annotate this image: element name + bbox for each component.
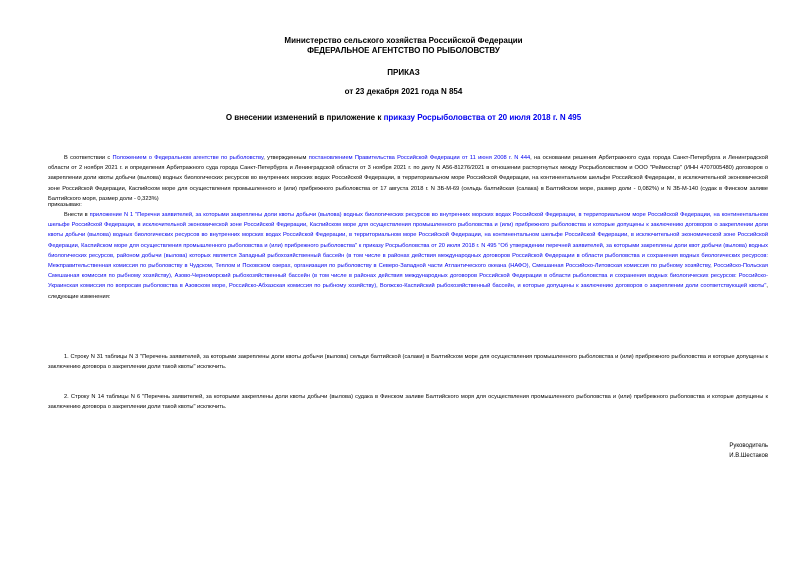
document-link[interactable]: постановлением Правительства Российской Федерации от 11 июня 2008 г. N 444	[308, 155, 531, 161]
agency-name: ФЕДЕРАЛЬНОЕ АГЕНТСТВО ПО РЫБОЛОВСТВУ	[307, 46, 500, 55]
document-subject	[0, 113, 807, 123]
signature-title: Руководитель	[729, 443, 768, 449]
preamble-paragraph	[48, 153, 768, 204]
amendment-paragraph	[48, 210, 768, 302]
subject-text: О внесении изменений в приложение к	[225, 113, 384, 122]
paragraph-text: , утвержденным	[263, 155, 309, 161]
paragraph-text: , следующие изменения:	[48, 283, 768, 300]
subject-link[interactable]: приказу Росрыболовства от 20 июля 2018 г. N 495	[383, 113, 582, 122]
order-word: приказываю:	[48, 202, 82, 208]
paragraph-text: В соответствии с	[64, 155, 113, 161]
document-link[interactable]: Положением о Федеральном агентстве по рыболовству	[112, 155, 264, 161]
document-type: ПРИКАЗ	[387, 68, 420, 77]
signature-name: И.В.Шестаков	[729, 453, 768, 459]
document-link[interactable]: приложение N 1 "Перечни заявителей, за которыми закреплены доли квоты добычи (вылова) водных биологических ресурсов во внутренних морских водах Российской Федерации, в территориальном море Российской Федерации, на континентальном шельфе Российской Федерации, в исключительной экономической зоне Российской Федерации, Каспийском море для осуществления промышленного рыболовства и (или) прибрежного рыболовства и которые допущены к заключению договоров о закреплении доли квоты добычи (вылова) водных биологических ресурсов во внутренних морских водах Российской Федерации, в территориальном море Российской Федерации, на континентальном шельфе Российской Федерации, в исключительной экономической зоне Российской Федерации, Каспийском море для осуществления промышленного рыболовства и (или) прибрежного рыболовства" к приказу Росрыболовства от 20 июля 2018 г. N 495 "Об утверждении перечней заявителей, за которыми закреплены доли квот добычи (вылова) водных биологических ресурсов, районом добычи (вылова) которых является Западный рыбохозяйственный бассейн (в том числе в районах действия международных договоров Российской Федерации в области рыболовства и сохранения водных биологических ресурсов: Межправительственная комиссия по рыболовству в Чудском, Теплом и Псковском озерах, организация по рыболовству в Северо-Западной части Атлантического океана (НАФО), Смешанная Российско-Литовская комиссия по рыбному хозяйству, Российско-Польская Смешанная комиссия по рыбному хозяйству), Азово-Черноморский рыбохозяйственный бассейн (в том числе в районах действия международных договоров Российской Федерации в области рыболовства и сохранения водных биологических ресурсов: Российско-Украинская комиссия по вопросам рыболовства в Азовском море, Российско-Абхазская комиссия по рыбному хозяйству), Волжско-Каспийский рыбохозяйственный бассейн, и которые допущены к заключению договоров о закреплении доли соответствующей квоты"	[48, 212, 768, 290]
ministry-name: Министерство сельского хозяйства Российской Федерации	[284, 36, 523, 45]
paragraph-text: Внести в	[64, 212, 90, 218]
document-date: от 23 декабря 2021 года N 854	[344, 87, 463, 96]
item-2-paragraph: 2. Строку N 14 таблицы N 6 "Перечень заявителей, за которыми закреплены доли квоты добычи (вылова) судака в Финском заливе Балтийского моря для осуществления промышленного рыболовства и (или) прибрежного рыболовства и которые допущены к заключению договора о закреплении доли такой квоты" исключить.	[48, 394, 768, 411]
paragraph-text: , на основании решения Арбитражного суда города Санкт-Петербурга и Ленинградской области от 2 ноября 2021 г. и определения Арбитражного суда города Санкт-Петербурга и Ленинградской области от 3 ноября 2021 г. по делу N А56-81276/2021 в отношении расторгнутых между Росрыболовством и ООО "Реймосгар" (ИНН 4707005480) договоров о закреплении доли квоты добычи (вылова) водных биологических ресурсов во внутренних морских водах Российской Федерации, в территориальном море Российской Федерации, на континентальном шельфе Российской Федерации, в исключительной экономической зоне Российской Федерации, Каспийском море для осуществления промышленного и (или) прибрежного рыболовства от 17 августа 2018 г. N ЗБ-М-69 (сельдь балтийская (салака) в Балтийском море, размер доли - 0,082%) и N ЗБ-М-140 (судак в Финском заливе Балтийского моря, размер доли - 0,323%)	[48, 155, 768, 202]
item-1-paragraph: 1. Строку N 31 таблицы N 3 "Перечень заявителей, за которыми закреплены доли квоты добычи (вылова) сельди балтийской (салаки) в Балтийском море для осуществления промышленного рыболовства и (или) прибрежного рыболовства и которые допущены к заключению договора о закреплении доли такой квоты" исключить.	[48, 354, 768, 371]
